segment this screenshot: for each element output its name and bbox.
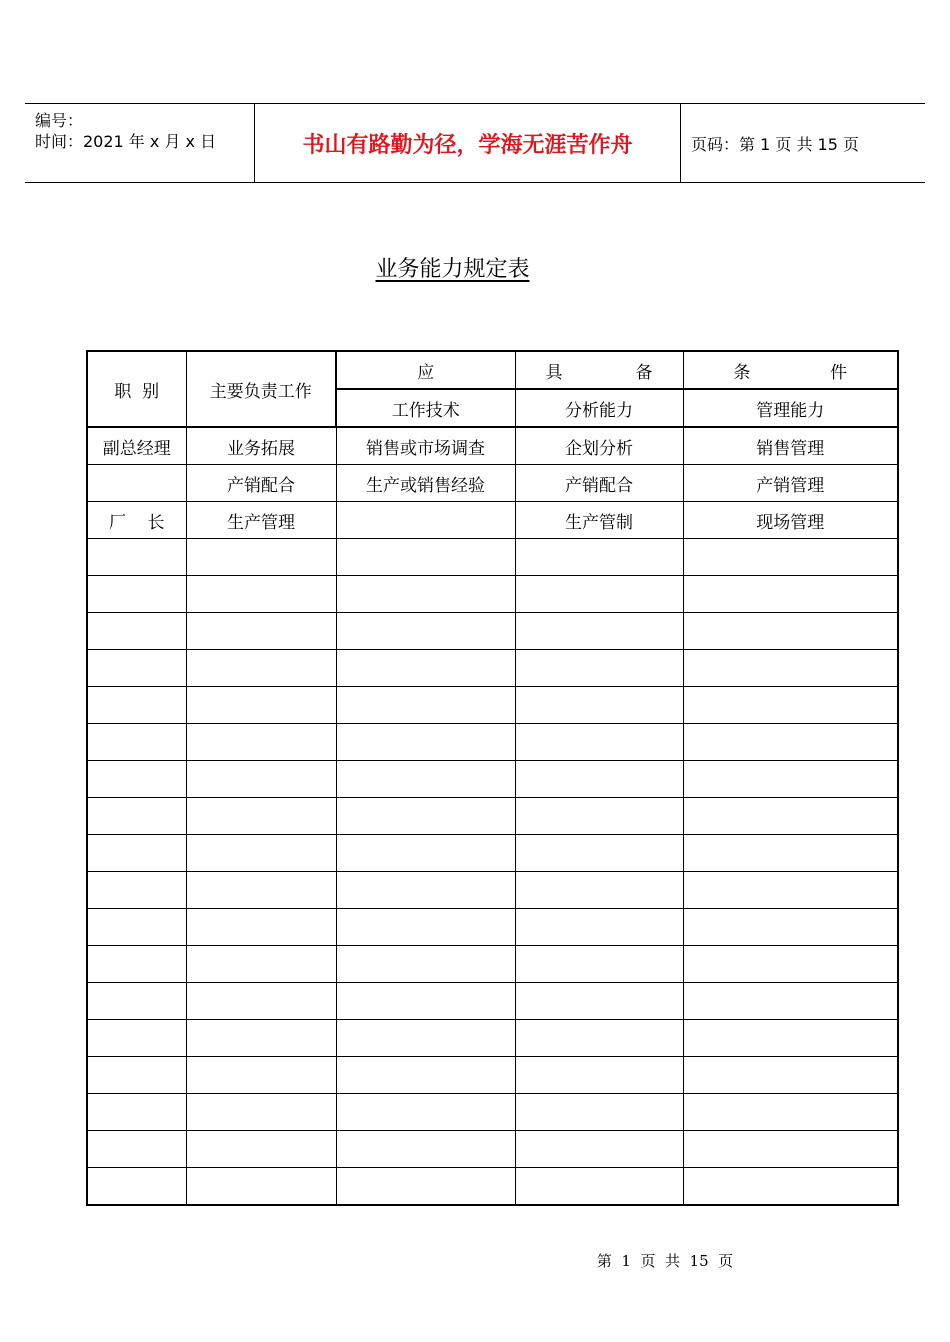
cell-work: 业务拓展	[186, 427, 336, 465]
empty-cell	[683, 539, 898, 576]
table-row-empty	[87, 724, 898, 761]
empty-cell	[683, 576, 898, 613]
cell-position	[87, 465, 186, 502]
cell-work: 生产管理	[186, 502, 336, 539]
empty-cell	[87, 1094, 186, 1131]
empty-cell	[515, 576, 683, 613]
table-row	[87, 502, 898, 539]
empty-cell	[87, 687, 186, 724]
empty-cell	[683, 983, 898, 1020]
empty-cell	[336, 1131, 515, 1168]
empty-cell	[87, 798, 186, 835]
table-row-empty	[87, 761, 898, 798]
table-row-empty	[87, 650, 898, 687]
empty-cell	[515, 835, 683, 872]
page-header	[25, 103, 925, 183]
table-row-empty	[87, 946, 898, 983]
empty-cell	[87, 983, 186, 1020]
cell-analysis: 生产管制	[515, 502, 683, 539]
empty-cell	[336, 1057, 515, 1094]
empty-cell	[186, 872, 336, 909]
empty-cell	[186, 1020, 336, 1057]
header-main-work-text: 主要负责工作	[209, 381, 312, 402]
empty-cell	[186, 1057, 336, 1094]
empty-cell	[87, 835, 186, 872]
empty-cell	[186, 1094, 336, 1131]
table-row-empty	[87, 1057, 898, 1094]
empty-cell	[336, 946, 515, 983]
empty-cell	[186, 613, 336, 650]
empty-cell	[186, 576, 336, 613]
empty-cell	[336, 687, 515, 724]
empty-cell	[186, 1168, 336, 1206]
empty-cell	[515, 650, 683, 687]
empty-cell	[683, 724, 898, 761]
empty-cell	[683, 946, 898, 983]
empty-cell	[336, 724, 515, 761]
subheader-tech-text: 工作技术	[391, 400, 460, 421]
empty-cell	[336, 983, 515, 1020]
empty-cell	[87, 946, 186, 983]
cell-tech	[336, 502, 515, 539]
empty-cell	[87, 724, 186, 761]
subheader-tech	[336, 389, 515, 427]
empty-cell	[186, 761, 336, 798]
empty-cell	[87, 872, 186, 909]
empty-cell	[87, 1168, 186, 1206]
table-row-empty	[87, 909, 898, 946]
empty-cell	[336, 761, 515, 798]
empty-cell	[336, 1168, 515, 1206]
cell-management: 产销管理	[683, 465, 898, 502]
header-req-1	[336, 351, 515, 389]
empty-cell	[87, 650, 186, 687]
table-row-empty	[87, 1020, 898, 1057]
empty-cell	[515, 872, 683, 909]
empty-cell	[515, 1057, 683, 1094]
cell-analysis: 产销配合	[515, 465, 683, 502]
subheader-analysis-text: 分析能力	[565, 400, 633, 421]
cell-work: 产销配合	[186, 465, 336, 502]
cell-position: 副总经理	[87, 427, 186, 465]
subheader-management-text: 管理能力	[756, 400, 825, 421]
empty-cell	[336, 613, 515, 650]
empty-cell	[515, 687, 683, 724]
table-row-empty	[87, 1168, 898, 1206]
header-meta	[25, 104, 255, 182]
empty-cell	[683, 1131, 898, 1168]
empty-cell	[87, 909, 186, 946]
empty-cell	[683, 761, 898, 798]
empty-cell	[683, 1168, 898, 1206]
empty-cell	[87, 539, 186, 576]
empty-cell	[683, 909, 898, 946]
empty-cell	[515, 761, 683, 798]
document-title-text: 业务能力规定表	[375, 257, 530, 282]
time-label: 时间：2021 年 x 月 x 日	[35, 132, 217, 151]
empty-cell	[683, 1057, 898, 1094]
table-header-row	[87, 351, 898, 389]
header-req-char: 备	[635, 362, 653, 383]
ability-table	[86, 350, 899, 1206]
table-row-empty	[87, 1131, 898, 1168]
empty-cell	[515, 1168, 683, 1206]
subheader-management	[683, 389, 898, 427]
empty-cell	[186, 909, 336, 946]
empty-cell	[186, 650, 336, 687]
empty-cell	[186, 1131, 336, 1168]
empty-cell	[336, 835, 515, 872]
cell-tech: 销售或市场调查	[336, 427, 515, 465]
cell-position: 厂 长	[87, 502, 186, 539]
empty-cell	[336, 576, 515, 613]
empty-cell	[515, 613, 683, 650]
header-motto: 书山有路勤为径，学海无涯苦作舟	[255, 104, 681, 182]
header-req-char: 应	[417, 362, 435, 383]
empty-cell	[87, 576, 186, 613]
empty-cell	[186, 983, 336, 1020]
empty-cell	[683, 835, 898, 872]
table-row-empty	[87, 835, 898, 872]
empty-cell	[186, 687, 336, 724]
empty-cell	[515, 983, 683, 1020]
empty-cell	[336, 1020, 515, 1057]
empty-cell	[515, 539, 683, 576]
empty-cell	[87, 1020, 186, 1057]
empty-cell	[515, 724, 683, 761]
header-req-char: 具	[545, 362, 563, 383]
empty-cell	[336, 909, 515, 946]
header-req-char: 条	[733, 362, 751, 383]
table-row-empty	[87, 576, 898, 613]
subheader-analysis	[515, 389, 683, 427]
header-req-2	[515, 351, 683, 389]
cell-analysis: 企划分析	[515, 427, 683, 465]
table-row-empty	[87, 687, 898, 724]
empty-cell	[336, 1094, 515, 1131]
number-label: 编号：	[35, 111, 84, 130]
table-row-empty	[87, 613, 898, 650]
table-row-empty	[87, 798, 898, 835]
empty-cell	[336, 798, 515, 835]
cell-management: 现场管理	[683, 502, 898, 539]
empty-cell	[186, 798, 336, 835]
empty-cell	[515, 946, 683, 983]
header-main-work	[186, 351, 336, 427]
header-position	[87, 351, 186, 427]
empty-cell	[515, 1131, 683, 1168]
cell-management: 销售管理	[683, 427, 898, 465]
cell-tech: 生产或销售经验	[336, 465, 515, 502]
empty-cell	[515, 909, 683, 946]
empty-cell	[683, 687, 898, 724]
empty-cell	[87, 613, 186, 650]
empty-cell	[683, 1020, 898, 1057]
empty-cell	[683, 650, 898, 687]
empty-cell	[336, 650, 515, 687]
header-req-3	[683, 351, 898, 389]
empty-cell	[515, 798, 683, 835]
empty-cell	[683, 798, 898, 835]
empty-cell	[683, 872, 898, 909]
empty-cell	[515, 1094, 683, 1131]
document-title	[0, 252, 905, 283]
empty-cell	[87, 1057, 186, 1094]
table-row-empty	[87, 1094, 898, 1131]
empty-cell	[186, 724, 336, 761]
header-req-char: 件	[830, 362, 848, 383]
table-row-empty	[87, 539, 898, 576]
empty-cell	[87, 1131, 186, 1168]
empty-cell	[87, 761, 186, 798]
header-page-info: 页码：第 1 页 共 15 页	[691, 134, 859, 154]
table-row	[87, 427, 898, 465]
table-row	[87, 465, 898, 502]
table-row-empty	[87, 872, 898, 909]
table-row-empty	[87, 983, 898, 1020]
empty-cell	[186, 946, 336, 983]
empty-cell	[186, 539, 336, 576]
empty-cell	[336, 539, 515, 576]
empty-cell	[683, 613, 898, 650]
empty-cell	[515, 1020, 683, 1057]
empty-cell	[186, 835, 336, 872]
header-position-text: 职 别	[114, 381, 160, 402]
page-footer: 第 1 页 共 15 页	[596, 1252, 734, 1270]
empty-cell	[336, 872, 515, 909]
empty-cell	[683, 1094, 898, 1131]
